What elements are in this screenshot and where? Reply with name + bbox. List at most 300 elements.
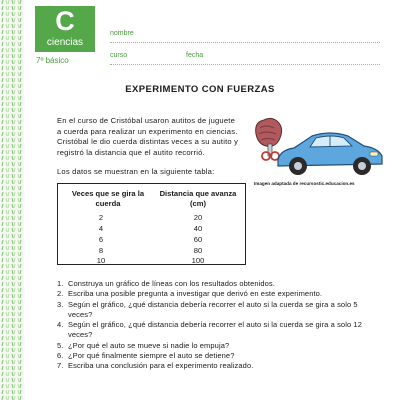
border-stripe <box>2 138 3 142</box>
border-stripe <box>14 396 15 400</box>
border-stripe <box>14 198 15 202</box>
border-stripe <box>8 120 9 124</box>
border-stripe <box>14 156 15 160</box>
border-stripe <box>18 330 19 334</box>
border-stripe <box>18 390 19 394</box>
border-stripe <box>14 354 15 358</box>
border-stripe <box>12 222 13 226</box>
subject-badge <box>35 6 95 52</box>
border-stripe <box>14 270 15 274</box>
border-stripe <box>14 372 15 376</box>
border-stripe <box>20 342 21 346</box>
border-stripe <box>6 114 7 118</box>
question-item <box>57 300 367 321</box>
question-number: 6. <box>57 351 64 361</box>
border-stripe <box>18 0 19 4</box>
border-stripe <box>8 366 9 370</box>
border-stripe <box>2 42 3 46</box>
border-stripe <box>20 186 21 190</box>
border-stripe <box>8 198 9 202</box>
border-stripe <box>8 300 9 304</box>
border-stripe <box>2 324 3 328</box>
border-stripe <box>20 318 21 322</box>
table-cell: 40 <box>193 224 203 233</box>
border-stripe <box>12 66 13 70</box>
border-stripe <box>6 192 7 196</box>
border-stripe <box>2 348 3 352</box>
border-stripe <box>8 210 9 214</box>
border-stripe <box>8 42 9 46</box>
border-stripe <box>6 252 7 256</box>
border-stripe <box>6 102 7 106</box>
border-stripe <box>14 144 15 148</box>
border-stripe <box>20 324 21 328</box>
border-stripe <box>20 354 21 358</box>
border-stripe <box>14 246 15 250</box>
border-stripe <box>20 132 21 136</box>
border-stripe <box>8 372 9 376</box>
border-stripe <box>20 108 21 112</box>
name-field-line[interactable] <box>110 42 380 43</box>
border-stripe <box>6 282 7 286</box>
border-stripe <box>18 312 19 316</box>
border-stripe <box>18 12 19 16</box>
border-stripe <box>14 204 15 208</box>
border-stripe <box>8 180 9 184</box>
border-stripe <box>6 198 7 202</box>
grade-label: 7º básico <box>36 56 69 65</box>
border-stripe <box>14 306 15 310</box>
border-stripe <box>6 210 7 214</box>
border-stripe <box>8 240 9 244</box>
border-stripe <box>12 48 13 52</box>
border-stripe <box>20 30 21 34</box>
question-number: 2. <box>57 289 64 299</box>
table-cell: 2 <box>98 213 104 222</box>
border-stripe <box>12 324 13 328</box>
border-stripe <box>12 114 13 118</box>
border-stripe <box>8 114 9 118</box>
border-stripe <box>14 120 15 124</box>
border-stripe <box>6 270 7 274</box>
border-stripe <box>14 228 15 232</box>
border-stripe <box>8 216 9 220</box>
border-stripe <box>2 384 3 388</box>
border-stripe <box>20 288 21 292</box>
border-stripe <box>8 270 9 274</box>
border-stripe <box>6 120 7 124</box>
border-stripe <box>20 204 21 208</box>
border-stripe <box>14 6 15 10</box>
border-stripe <box>20 6 21 10</box>
border-stripe <box>18 246 19 250</box>
border-stripe <box>6 390 7 394</box>
border-stripe <box>20 300 21 304</box>
border-stripe <box>2 150 3 154</box>
table-cell: 80 <box>193 246 203 255</box>
border-stripe <box>18 372 19 376</box>
border-stripe <box>18 216 19 220</box>
border-stripe <box>18 222 19 226</box>
border-stripe <box>12 390 13 394</box>
border-stripe <box>12 162 13 166</box>
border-stripe <box>12 204 13 208</box>
border-stripe <box>6 318 7 322</box>
question-item <box>57 320 367 341</box>
border-stripe <box>18 234 19 238</box>
border-stripe <box>20 228 21 232</box>
border-stripe <box>12 300 13 304</box>
border-stripe <box>14 150 15 154</box>
border-stripe <box>14 300 15 304</box>
border-stripe <box>8 252 9 256</box>
border-stripe <box>6 234 7 238</box>
border-stripe <box>12 186 13 190</box>
border-stripe <box>8 30 9 34</box>
border-stripe <box>8 306 9 310</box>
question-item <box>57 341 367 351</box>
border-stripe <box>12 354 13 358</box>
question-text: Escriba una conclusión para el experimento realizado. <box>68 361 254 371</box>
border-stripe <box>8 162 9 166</box>
border-stripe <box>2 378 3 382</box>
border-stripe <box>20 264 21 268</box>
border-stripe <box>18 126 19 130</box>
border-stripe <box>20 312 21 316</box>
border-stripe <box>2 174 3 178</box>
worksheet-title: EXPERIMENTO CON FUERZAS <box>125 84 275 95</box>
border-stripe <box>20 330 21 334</box>
border-stripe <box>6 246 7 250</box>
border-stripe <box>20 102 21 106</box>
border-stripe <box>12 42 13 46</box>
intro-line: a cuerda para realizar un experimento en ciencias. <box>57 126 238 136</box>
border-stripe <box>14 96 15 100</box>
border-stripe <box>8 234 9 238</box>
border-stripe <box>14 360 15 364</box>
border-stripe <box>6 216 7 220</box>
border-stripe <box>20 192 21 196</box>
border-stripe <box>12 132 13 136</box>
date-label: fecha <box>186 52 204 59</box>
border-stripe <box>14 30 15 34</box>
table-cell: 60 <box>193 235 203 244</box>
border-stripe <box>20 276 21 280</box>
question-item <box>57 279 367 289</box>
border-stripe <box>12 144 13 148</box>
border-stripe <box>6 372 7 376</box>
border-stripe <box>20 348 21 352</box>
border-stripe <box>14 72 15 76</box>
border-stripe <box>6 276 7 280</box>
border-stripe <box>12 108 13 112</box>
border-stripe <box>2 66 3 70</box>
border-stripe <box>6 24 7 28</box>
border-stripe <box>8 204 9 208</box>
border-stripe <box>14 78 15 82</box>
border-stripe <box>6 378 7 382</box>
border-stripe <box>12 60 13 64</box>
border-stripe <box>20 270 21 274</box>
border-stripe <box>12 78 13 82</box>
border-stripe <box>2 162 3 166</box>
border-stripe <box>14 132 15 136</box>
border-stripe <box>2 114 3 118</box>
winding-key-icon <box>262 144 279 160</box>
border-stripe <box>6 30 7 34</box>
border-stripe <box>14 60 15 64</box>
border-stripe <box>20 0 21 4</box>
border-stripe <box>8 186 9 190</box>
border-stripe <box>14 138 15 142</box>
border-stripe <box>6 72 7 76</box>
border-stripe <box>12 258 13 262</box>
header-line: Distancia que avanza <box>159 189 237 198</box>
border-stripe <box>20 246 21 250</box>
border-stripe <box>2 132 3 136</box>
border-stripe <box>8 258 9 262</box>
border-stripe <box>14 162 15 166</box>
border-stripe <box>18 228 19 232</box>
border-stripe <box>6 264 7 268</box>
border-stripe <box>12 288 13 292</box>
border-stripe <box>18 306 19 310</box>
stripe-pattern <box>0 0 24 400</box>
border-stripe <box>18 360 19 364</box>
border-stripe <box>18 138 19 142</box>
border-stripe <box>18 354 19 358</box>
border-stripe <box>20 252 21 256</box>
border-stripe <box>20 156 21 160</box>
border-stripe <box>18 30 19 34</box>
border-stripe <box>12 126 13 130</box>
border-stripe <box>8 36 9 40</box>
border-stripe <box>2 264 3 268</box>
border-stripe <box>18 36 19 40</box>
border-stripe <box>18 342 19 346</box>
border-stripe <box>12 174 13 178</box>
border-stripe <box>14 258 15 262</box>
border-stripe <box>2 210 3 214</box>
border-stripe <box>18 144 19 148</box>
border-stripe <box>6 180 7 184</box>
border-stripe <box>12 102 13 106</box>
border-stripe <box>20 198 21 202</box>
subject-letter: C <box>55 6 75 36</box>
border-stripe <box>18 24 19 28</box>
border-stripe <box>2 120 3 124</box>
border-stripe <box>2 126 3 130</box>
border-stripe <box>2 312 3 316</box>
border-stripe <box>12 234 13 238</box>
border-stripe <box>18 150 19 154</box>
border-stripe <box>8 360 9 364</box>
border-stripe <box>20 294 21 298</box>
border-stripe <box>2 108 3 112</box>
question-list <box>57 279 367 372</box>
border-stripe <box>20 258 21 262</box>
border-stripe <box>20 372 21 376</box>
border-stripe <box>18 396 19 400</box>
border-stripe <box>8 348 9 352</box>
border-stripe <box>6 396 7 400</box>
border-stripe <box>14 108 15 112</box>
border-stripe <box>18 318 19 322</box>
border-stripe <box>6 96 7 100</box>
header-line: Veces que se gira la <box>71 189 145 198</box>
border-stripe <box>6 258 7 262</box>
border-stripe <box>8 264 9 268</box>
border-stripe <box>8 396 9 400</box>
border-stripe <box>14 102 15 106</box>
border-stripe <box>14 48 15 52</box>
border-stripe <box>14 54 15 58</box>
border-stripe <box>14 330 15 334</box>
border-stripe <box>6 312 7 316</box>
border-stripe <box>6 288 7 292</box>
car-icon <box>278 133 382 175</box>
border-stripe <box>18 174 19 178</box>
border-stripe <box>12 252 13 256</box>
border-stripe <box>2 366 3 370</box>
subject-name: ciencias <box>46 37 84 48</box>
border-stripe <box>20 66 21 70</box>
question-number: 7. <box>57 361 64 371</box>
border-stripe <box>2 372 3 376</box>
border-stripe <box>12 360 13 364</box>
border-stripe <box>20 384 21 388</box>
question-text: Escriba una posible pregunta a investigar que derivó en este experimento. <box>68 289 323 299</box>
border-stripe <box>6 132 7 136</box>
border-stripe <box>8 102 9 106</box>
border-stripe <box>12 384 13 388</box>
table-cell: 6 <box>98 235 104 244</box>
border-stripe <box>12 240 13 244</box>
border-stripe <box>8 12 9 16</box>
border-stripe <box>18 72 19 76</box>
border-stripe <box>18 336 19 340</box>
border-stripe <box>6 330 7 334</box>
border-stripe <box>20 168 21 172</box>
border-stripe <box>18 18 19 22</box>
border-stripe <box>18 102 19 106</box>
border-stripe <box>12 210 13 214</box>
border-stripe <box>20 162 21 166</box>
border-stripe <box>18 294 19 298</box>
question-number: 1. <box>57 279 64 288</box>
border-stripe <box>2 330 3 334</box>
border-stripe <box>18 276 19 280</box>
border-stripe <box>20 222 21 226</box>
border-stripe <box>2 300 3 304</box>
border-stripe <box>14 366 15 370</box>
border-stripe <box>12 318 13 322</box>
border-stripe <box>12 150 13 154</box>
table-cell: 100 <box>191 256 205 265</box>
border-stripe <box>8 384 9 388</box>
border-stripe <box>6 162 7 166</box>
border-stripe <box>12 312 13 316</box>
border-stripe <box>14 42 15 46</box>
border-stripe <box>2 228 3 232</box>
decorative-border <box>0 0 24 400</box>
border-stripe <box>20 42 21 46</box>
border-stripe <box>12 36 13 40</box>
border-stripe <box>2 360 3 364</box>
border-stripe <box>18 192 19 196</box>
border-stripe <box>2 222 3 226</box>
border-stripe <box>20 240 21 244</box>
border-stripe <box>6 144 7 148</box>
border-stripe <box>18 210 19 214</box>
border-stripe <box>12 228 13 232</box>
border-stripe <box>6 354 7 358</box>
border-stripe <box>12 396 13 400</box>
question-text: Según el gráfico, ¿qué distancia debería recorrer el auto si la cuerda se gira a solo 5 veces? <box>68 299 358 319</box>
name-label: nombre <box>110 30 134 37</box>
border-stripe <box>12 336 13 340</box>
border-stripe <box>2 336 3 340</box>
course-date-line[interactable] <box>110 64 380 65</box>
border-stripe <box>20 174 21 178</box>
border-stripe <box>6 174 7 178</box>
border-stripe <box>18 78 19 82</box>
border-stripe <box>6 6 7 10</box>
border-stripe <box>18 156 19 160</box>
border-stripe <box>6 138 7 142</box>
border-stripe <box>2 54 3 58</box>
border-stripe <box>18 114 19 118</box>
border-stripe <box>6 12 7 16</box>
border-stripe <box>2 258 3 262</box>
border-stripe <box>12 330 13 334</box>
border-stripe <box>14 36 15 40</box>
border-stripe <box>20 360 21 364</box>
border-stripe <box>6 336 7 340</box>
question-number: 5. <box>57 340 64 350</box>
border-stripe <box>6 366 7 370</box>
border-stripe <box>2 246 3 250</box>
border-stripe <box>12 192 13 196</box>
border-stripe <box>14 222 15 226</box>
border-stripe <box>2 216 3 220</box>
border-stripe <box>20 48 21 52</box>
border-stripe <box>18 348 19 352</box>
border-stripe <box>18 162 19 166</box>
border-stripe <box>6 186 7 190</box>
border-stripe <box>20 54 21 58</box>
border-stripe <box>6 78 7 82</box>
border-stripe <box>18 120 19 124</box>
border-stripe <box>2 6 3 10</box>
border-stripe <box>20 36 21 40</box>
border-stripe <box>20 18 21 22</box>
border-stripe <box>20 306 21 310</box>
border-stripe <box>18 42 19 46</box>
border-stripe <box>18 300 19 304</box>
border-stripe <box>14 312 15 316</box>
border-stripe <box>8 378 9 382</box>
border-stripe <box>8 222 9 226</box>
border-stripe <box>2 168 3 172</box>
border-stripe <box>2 276 3 280</box>
border-stripe <box>18 264 19 268</box>
question-item <box>57 361 367 371</box>
border-stripe <box>20 12 21 16</box>
border-stripe <box>6 384 7 388</box>
border-stripe <box>6 66 7 70</box>
question-text: ¿Por qué finalmente siempre el auto se detiene? <box>68 351 235 361</box>
